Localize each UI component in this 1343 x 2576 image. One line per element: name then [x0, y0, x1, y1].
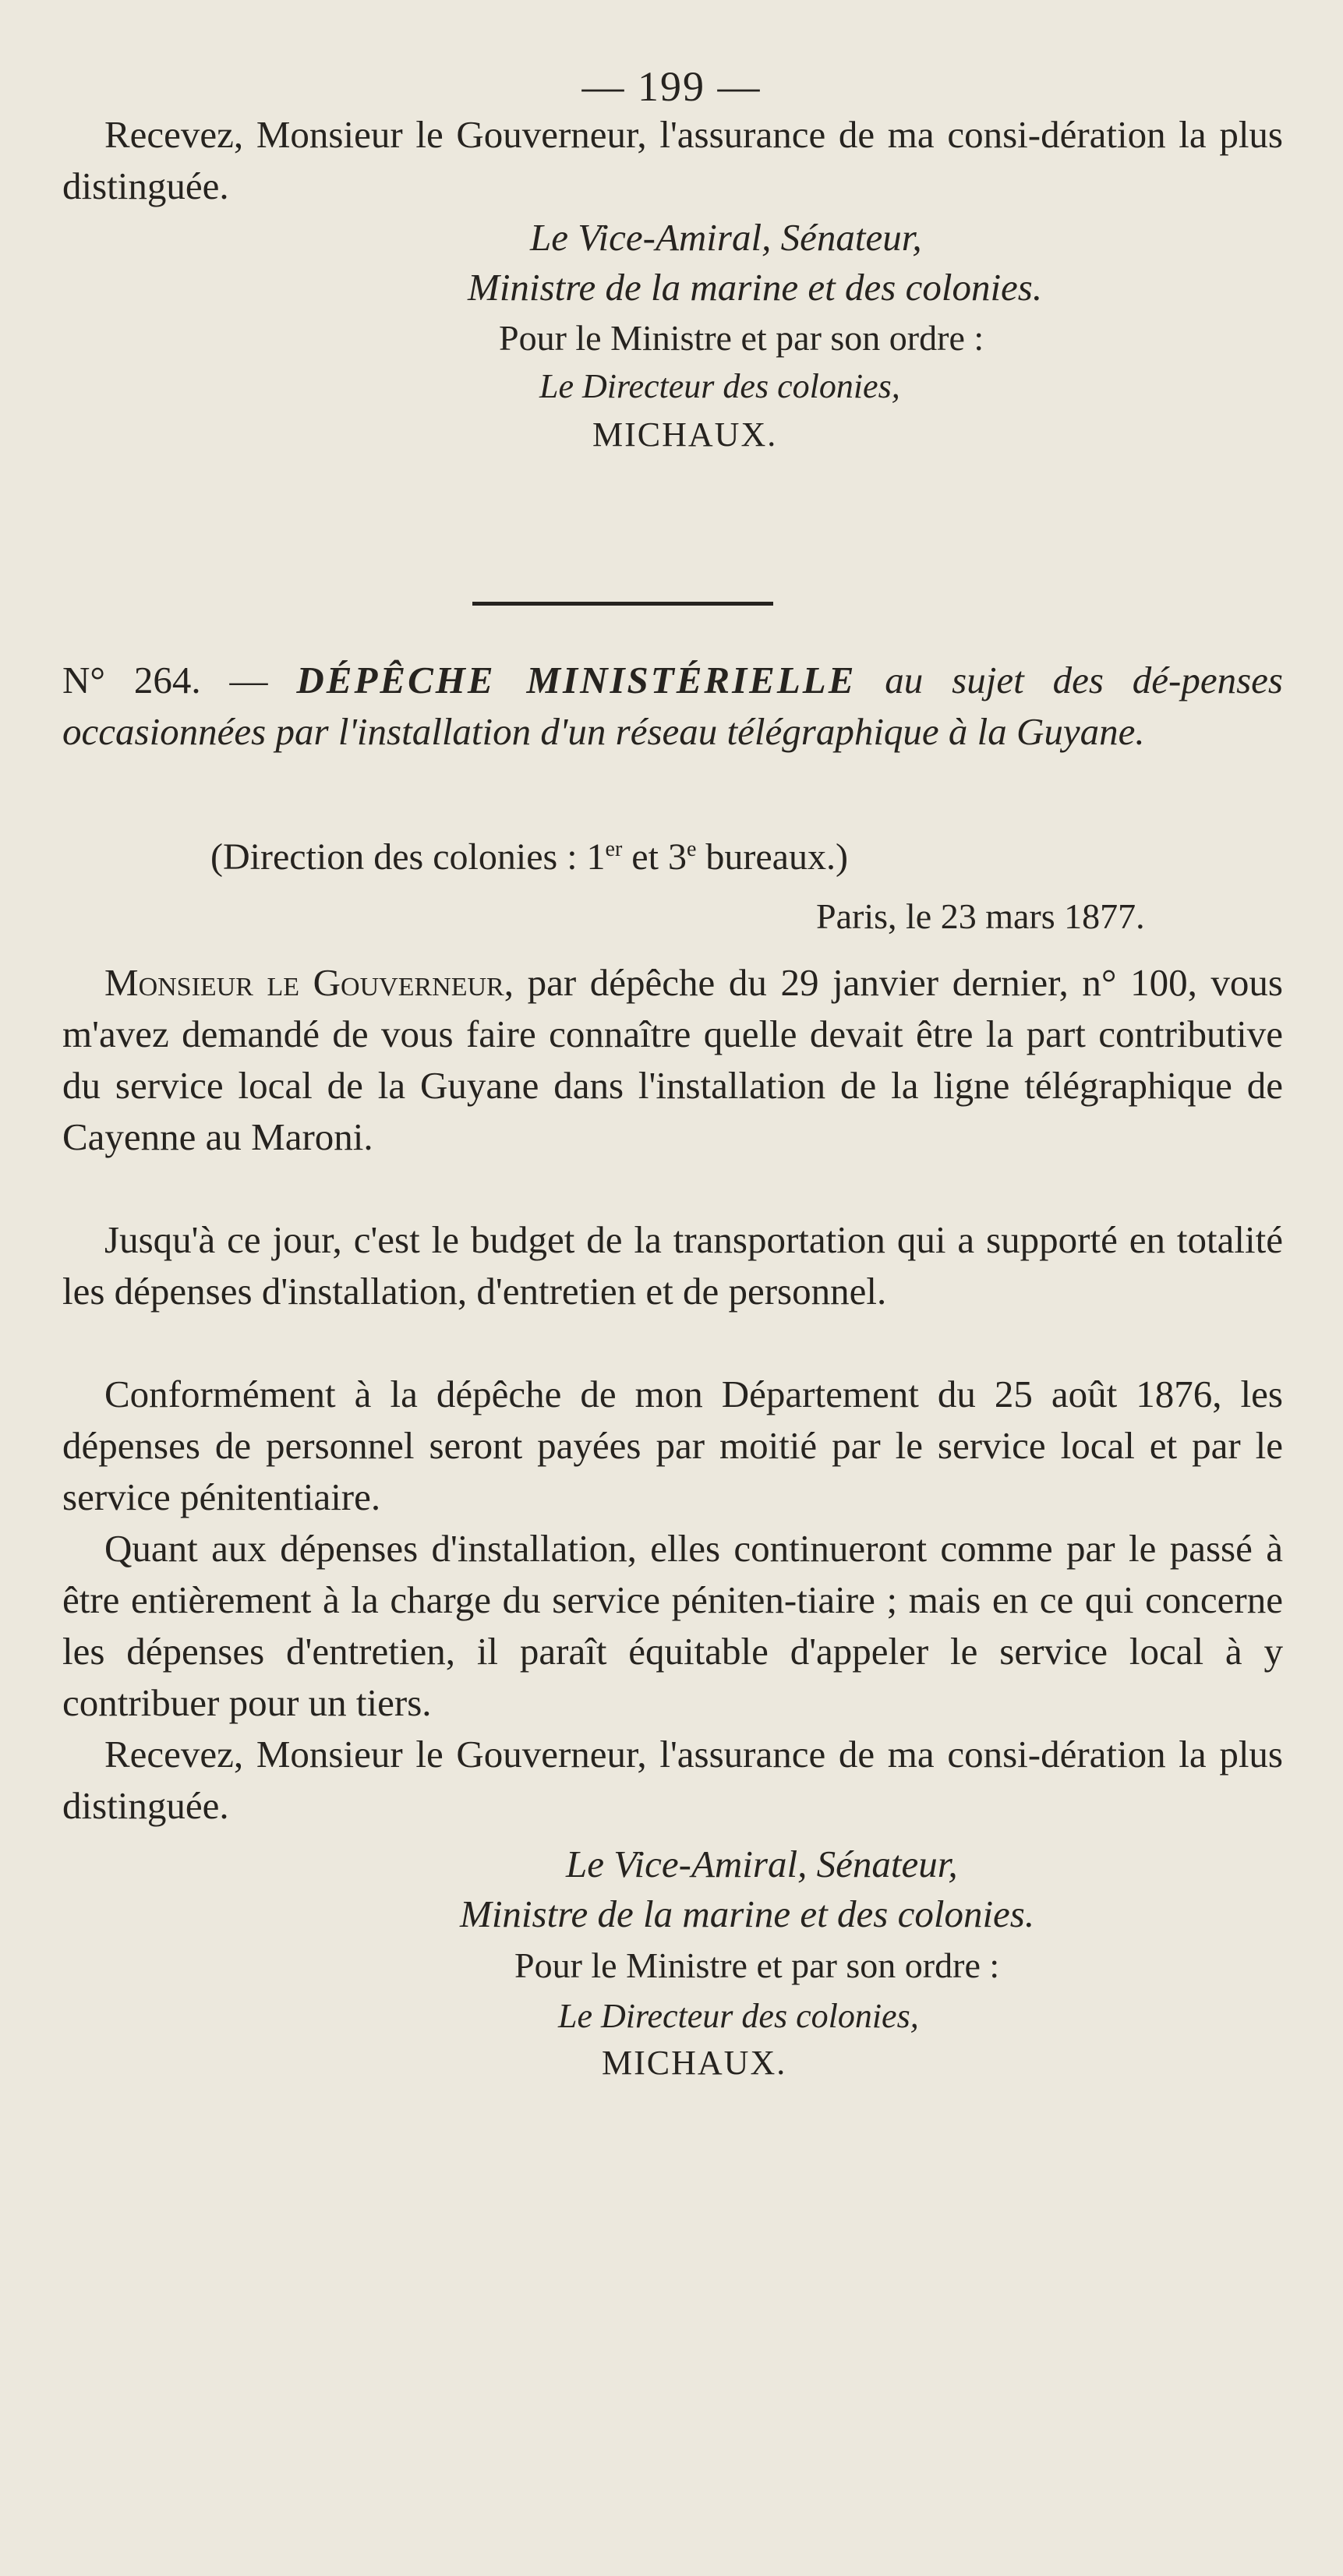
body-paragraph-1: Monsieur le Gouverneur, par dépêche du 29 janvier dernier, n° 100, vous m'avez demandé de vous faire connaître quelle devait être la part contributive du service local de la Guyane dans l'installation de la ligne télégraphique de Cayenne au Maroni. — [62, 961, 1283, 1158]
dispatch-number: N° 264. — — [62, 659, 268, 701]
body-paragraph-5: Recevez, Monsieur le Gouverneur, l'assurance de ma consi-dération la plus distinguée. — [62, 1733, 1283, 1827]
signature-2-order: Pour le Ministre et par son ordre : — [514, 1945, 1000, 1985]
body-paragraph-4: Quant aux dépenses d'installation, elles continueront comme par le passé à être entièrement à la charge du service péniten-tiaire ; mais en ce qui concerne les dépenses d'entretien, il paraît équitable d'appeler le service local à y contribuer pour un tiers. — [62, 1527, 1283, 1724]
body-paragraph-2: Jusqu'à ce jour, c'est le budget de la transportation qui a supporté en totalité les dépenses d'installation, d'entretien et de personnel. — [62, 1218, 1283, 1313]
signature-2-title: Le Vice-Amiral, Sénateur, — [566, 1843, 958, 1885]
page-number: — 199 — — [581, 63, 762, 110]
signature-1-order: Pour le Ministre et par son ordre : — [499, 318, 984, 358]
section-divider — [472, 602, 773, 606]
salutation: Monsieur le Gouverneur, — [104, 961, 514, 1004]
body-paragraph-3: Conformément à la dépêche de mon Département du 25 août 1876, les dépenses de personnel seront payées par moitié par le service local et par le service pénitentiaire. — [62, 1373, 1283, 1518]
signature-2-name: MICHAUX. — [602, 2044, 787, 2082]
signature-1-name: MICHAUX. — [592, 415, 778, 454]
dispatch-subject: au sujet des dé-penses occasionnées par l'installation d'un réseau télégraphique à la Guyane. — [62, 659, 1283, 753]
signature-2-director: Le Directeur des colonies, — [558, 1997, 919, 2035]
closing-paragraph-1: Recevez, Monsieur le Gouverneur, l'assurance de ma consi-dération la plus distinguée. — [62, 113, 1283, 207]
signature-1-title: Le Vice-Amiral, Sénateur, — [530, 216, 922, 259]
dispatch-date: Paris, le 23 mars 1877. — [816, 896, 1145, 936]
signature-1-director: Le Directeur des colonies, — [539, 367, 900, 405]
dispatch-heading — [62, 655, 1283, 758]
dispatch-direction: (Direction des colonies : 1er et 3e bureaux.) — [210, 836, 848, 878]
signature-2-ministry: Ministre de la marine et des colonies. — [460, 1892, 1035, 1935]
dispatch-title: DÉPÊCHE MINISTÉRIELLE — [296, 659, 857, 701]
signature-1-ministry: Ministre de la marine et des colonies. — [468, 266, 1043, 309]
